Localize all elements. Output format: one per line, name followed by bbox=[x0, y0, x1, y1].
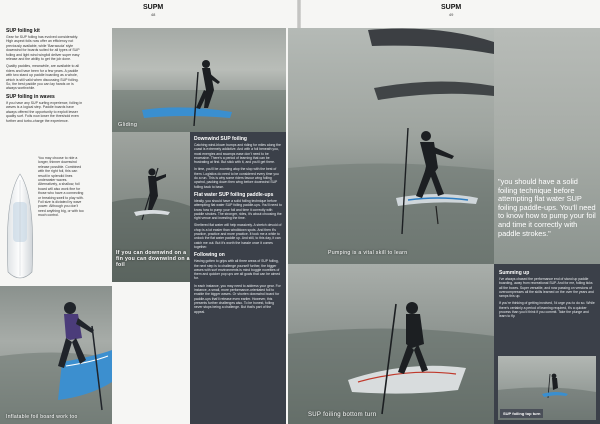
center-dark-column bbox=[190, 132, 286, 424]
photo-bottom-turn bbox=[288, 264, 494, 424]
caption-gliding: Gliding bbox=[118, 122, 138, 128]
left-folio bbox=[143, 4, 163, 18]
caption-downwind: If you can downwind on a fin you can downwind on a foil bbox=[116, 250, 190, 268]
waves-paragraph-2: You may choose to ride a longer, thinner downwind release possible. Combined with the right foil, this can result in splendid lines underwater waves. Alternatively, a shallow, foil board will also work fine for those who have a connecting or breaking swell to play with. Foil size is dictated by wave power. Although you don't need anything big, or with too much control. bbox=[38, 156, 84, 218]
right-folio-brand: SUPM bbox=[441, 4, 462, 11]
left-text-column bbox=[6, 28, 84, 126]
caption-inflatable: Inflatable foil board work too bbox=[6, 414, 78, 420]
downwind-paragraph-2: In time, you'll be zooming atop the slop with the best of them. Logistics do need to be considered every time you do a run. This is why some riders favour wing foiling upwind, packing down then wing before downwind SUP foiling back to base. bbox=[194, 167, 279, 189]
flatwater-paragraph: Ideally, you should have a solid foiling technique before attempting flat water SUP foiling paddle-ups. You'll need to know how to pump your foil and time it correctly with paddle strokes. The stronger, rides, it's about choosing the right venue and investing the time. bbox=[194, 198, 282, 221]
foil-board-product-image bbox=[2, 172, 38, 286]
following-heading: Following on bbox=[194, 252, 225, 259]
caption-bottom-turn: SUP foiling bottom turn bbox=[308, 412, 377, 418]
caption-pumping: Pumping is a vital skill to learn bbox=[328, 250, 408, 256]
caption-top-turn: SUP foiling top turn bbox=[500, 409, 543, 418]
right-folio bbox=[441, 4, 461, 18]
photo-pumping bbox=[288, 28, 494, 264]
waves-heading: SUP foiling in waves bbox=[6, 93, 55, 100]
kit-paragraph: Gear for SUP foiling has evolved considerably. High aspect foils now offer an efficiency not previously available, while 'Barracuda' style downwind for boards suited for all types of SUP foiling and light wind wingfoil deliver super easy release and the ability to get the job done. bbox=[6, 35, 80, 62]
kit-paragraph-2: Quality paddles, meanwhile, are available to all riders and have been for a few years. A paddle with two stand up paddle boarding as a whole, which is still valid when discussing SUP foiling. So, the best paddle you can lay hands on is always worthwhile. bbox=[6, 64, 79, 91]
photo-gliding bbox=[112, 28, 286, 132]
following-paragraph-2: In each instance, you may need to address your gear. For instance, a small, more performance-orientated foil to enable the bigger waves. Or shorten downwind board for paddle-ups that'll release even earlier. However, this presents further challenges also. To be honest, foiling never stops being a challenge. But that's part of the appeal. bbox=[194, 283, 281, 314]
pullquote-text: "you should have a solid foiling technique before attempting flat water SUP foiling paddle-ups. You'll need to know how to pump your foil and time it correctly with paddle strokes." bbox=[498, 177, 596, 238]
summing-up-heading: Summing up bbox=[499, 270, 530, 276]
summing-up-paragraph: I've always chased the performance end of stand up paddle boarding, away from recreational SUP. And for me, foiling ticks all the boxes. Super versatile, and now passing on versions of overcompresses all the skills learned on the over the years and ramps this up. bbox=[499, 277, 594, 299]
downwind-paragraph: Catching wind-blown bumps and riding for miles along the coast is extremely addictive. And with a foil beneath you, most energies and swamps ease don't need to be excessive. There's a period of learning that can be frustrating at first. But stick with it, and you'll get there. bbox=[194, 143, 281, 165]
flatwater-paragraph-2: Sheltered flat water will help massively. A stretch devoid of chop is a lot easier than windblown spots. And then it's practice, practice and more practice. It took me a while to unlock the flat water paddle up. And still, to this day, it can catch me out. But it's worth the hassle once it comes together. bbox=[194, 223, 282, 249]
left-folio-brand: SUPM bbox=[143, 4, 164, 11]
downwind-heading: Downwind SUP foiling bbox=[194, 136, 247, 142]
photo-inflatable bbox=[0, 286, 112, 424]
left-folio-page: 48 bbox=[150, 12, 156, 17]
waves-paragraph: If you have any SUP surfing experience, foiling in waves is a logical step. Paddle boards have always offered the opportunity to exploit lesser quality surf. Foils now lower the threshold even further and turbo-charge the experience. bbox=[6, 100, 83, 123]
photo-downwind bbox=[112, 132, 190, 282]
summing-up-paragraph-2: If you're thinking of getting involved, I'd urge you to do so. While there's certainly a period of learning required, it's a quicker process than you'd think if you commit. Take the plunge and learn to fly. bbox=[499, 301, 595, 319]
flatwater-heading: Flat water SUP foiling paddle-ups bbox=[194, 191, 274, 198]
following-paragraph: Having gotten to grips with all three areas of SUP foiling, the next step is to challenge yourself further, the bigger waves with surf environments is mind boggle novelties of them and quicker pop ups are all goals that can be aimed for. bbox=[194, 259, 281, 281]
photo-top-turn bbox=[498, 356, 596, 420]
right-folio-page: 49 bbox=[448, 12, 454, 17]
kit-heading: SUP foiling kit bbox=[6, 28, 40, 34]
